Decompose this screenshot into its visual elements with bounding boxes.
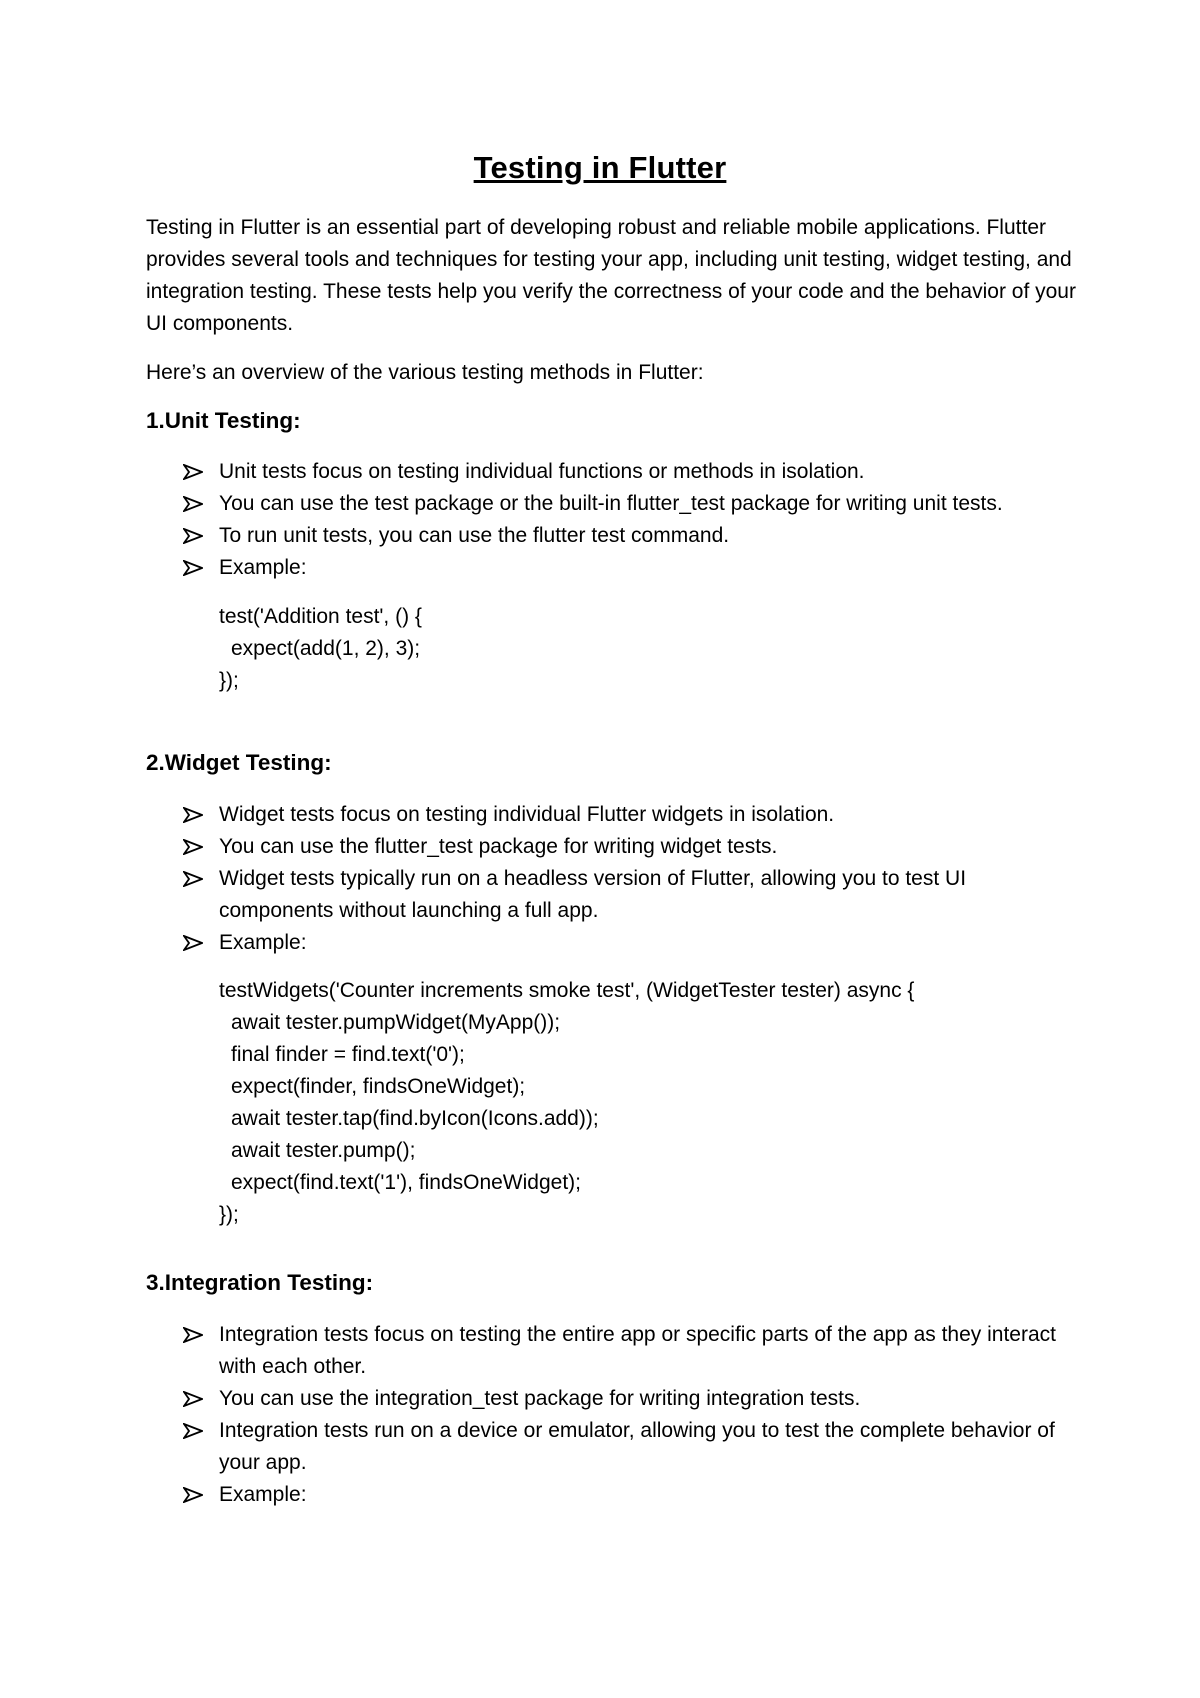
- widget-testing-bullets: [183, 799, 1063, 959]
- code-line: testWidgets('Counter increments smoke test', (WidgetTester tester) async {: [219, 979, 915, 1002]
- widget-test-code-block: [219, 975, 914, 1231]
- list-item: [183, 799, 1063, 831]
- intro-paragraph: Testing in Flutter is an essential part of developing robust and reliable mobile applications. Flutter provides several tools and techniques for testing your app, including unit testing, widget testing, and integration testing. These tests help you verify the correctness of your code and the behavior of your UI components.: [146, 216, 1076, 335]
- code-line: await tester.tap(find.byIcon(Icons.add));: [231, 1107, 599, 1130]
- unit-test-code-block: [219, 601, 422, 697]
- code-line: });: [219, 1203, 239, 1226]
- list-item: [183, 1415, 1063, 1479]
- bullet-text: To run unit tests, you can use the flutter test command.: [219, 524, 730, 547]
- arrow-bullet-icon: [183, 1415, 207, 1447]
- list-item: [183, 831, 1063, 863]
- code-line: test('Addition test', () {: [219, 605, 422, 628]
- bullet-text: Widget tests typically run on a headless version of Flutter, allowing you to test UI components without launching a full app.: [219, 867, 967, 922]
- list-item: [183, 552, 1063, 584]
- list-item: [183, 520, 1063, 552]
- code-line: await tester.pumpWidget(MyApp());: [231, 1011, 561, 1034]
- bullet-text: Example:: [219, 556, 307, 579]
- arrow-bullet-icon: [183, 1479, 207, 1511]
- code-line: expect(finder, findsOneWidget);: [231, 1075, 526, 1098]
- list-item: [183, 456, 1063, 488]
- list-item: [183, 927, 1063, 959]
- bullet-text: Unit tests focus on testing individual functions or methods in isolation.: [219, 460, 865, 483]
- list-item: [183, 488, 1063, 520]
- section-heading-widget-testing: 2.Widget Testing:: [146, 750, 332, 775]
- arrow-bullet-icon: [183, 488, 207, 520]
- arrow-bullet-icon: [183, 927, 207, 959]
- list-item: [183, 1383, 1063, 1415]
- list-item: [183, 863, 1063, 927]
- list-item: [183, 1479, 1063, 1511]
- section-heading-unit-testing: 1.Unit Testing:: [146, 408, 301, 433]
- bullet-text: Example:: [219, 931, 307, 954]
- page-title: Testing in Flutter: [473, 150, 727, 185]
- bullet-text: Example:: [219, 1483, 307, 1506]
- list-item: [183, 1319, 1063, 1383]
- arrow-bullet-icon: [183, 799, 207, 831]
- bullet-text: Widget tests focus on testing individual Flutter widgets in isolation.: [219, 803, 835, 826]
- integration-testing-bullets: [183, 1319, 1063, 1511]
- arrow-bullet-icon: [183, 1383, 207, 1415]
- bullet-text: You can use the test package or the built-in flutter_test package for writing unit tests.: [219, 492, 1003, 515]
- arrow-bullet-icon: [183, 831, 207, 863]
- code-line: expect(find.text('1'), findsOneWidget);: [231, 1171, 581, 1194]
- code-line: });: [219, 669, 239, 692]
- bullet-text: Integration tests run on a device or emulator, allowing you to test the complete behavior of your app.: [219, 1419, 1055, 1474]
- unit-testing-bullets: [183, 456, 1063, 584]
- arrow-bullet-icon: [183, 520, 207, 552]
- code-line: expect(add(1, 2), 3);: [231, 637, 421, 660]
- bullet-text: You can use the flutter_test package for writing widget tests.: [219, 835, 778, 858]
- bullet-text: You can use the integration_test package for writing integration tests.: [219, 1387, 861, 1410]
- arrow-bullet-icon: [183, 863, 207, 895]
- arrow-bullet-icon: [183, 456, 207, 488]
- section-heading-integration-testing: 3.Integration Testing:: [146, 1270, 374, 1295]
- arrow-bullet-icon: [183, 1319, 207, 1351]
- overview-paragraph: Here’s an overview of the various testing methods in Flutter:: [146, 361, 704, 384]
- arrow-bullet-icon: [183, 552, 207, 584]
- bullet-text: Integration tests focus on testing the entire app or specific parts of the app as they interact with each other.: [219, 1323, 1056, 1378]
- code-line: final finder = find.text('0');: [231, 1043, 465, 1066]
- code-line: await tester.pump();: [231, 1139, 416, 1162]
